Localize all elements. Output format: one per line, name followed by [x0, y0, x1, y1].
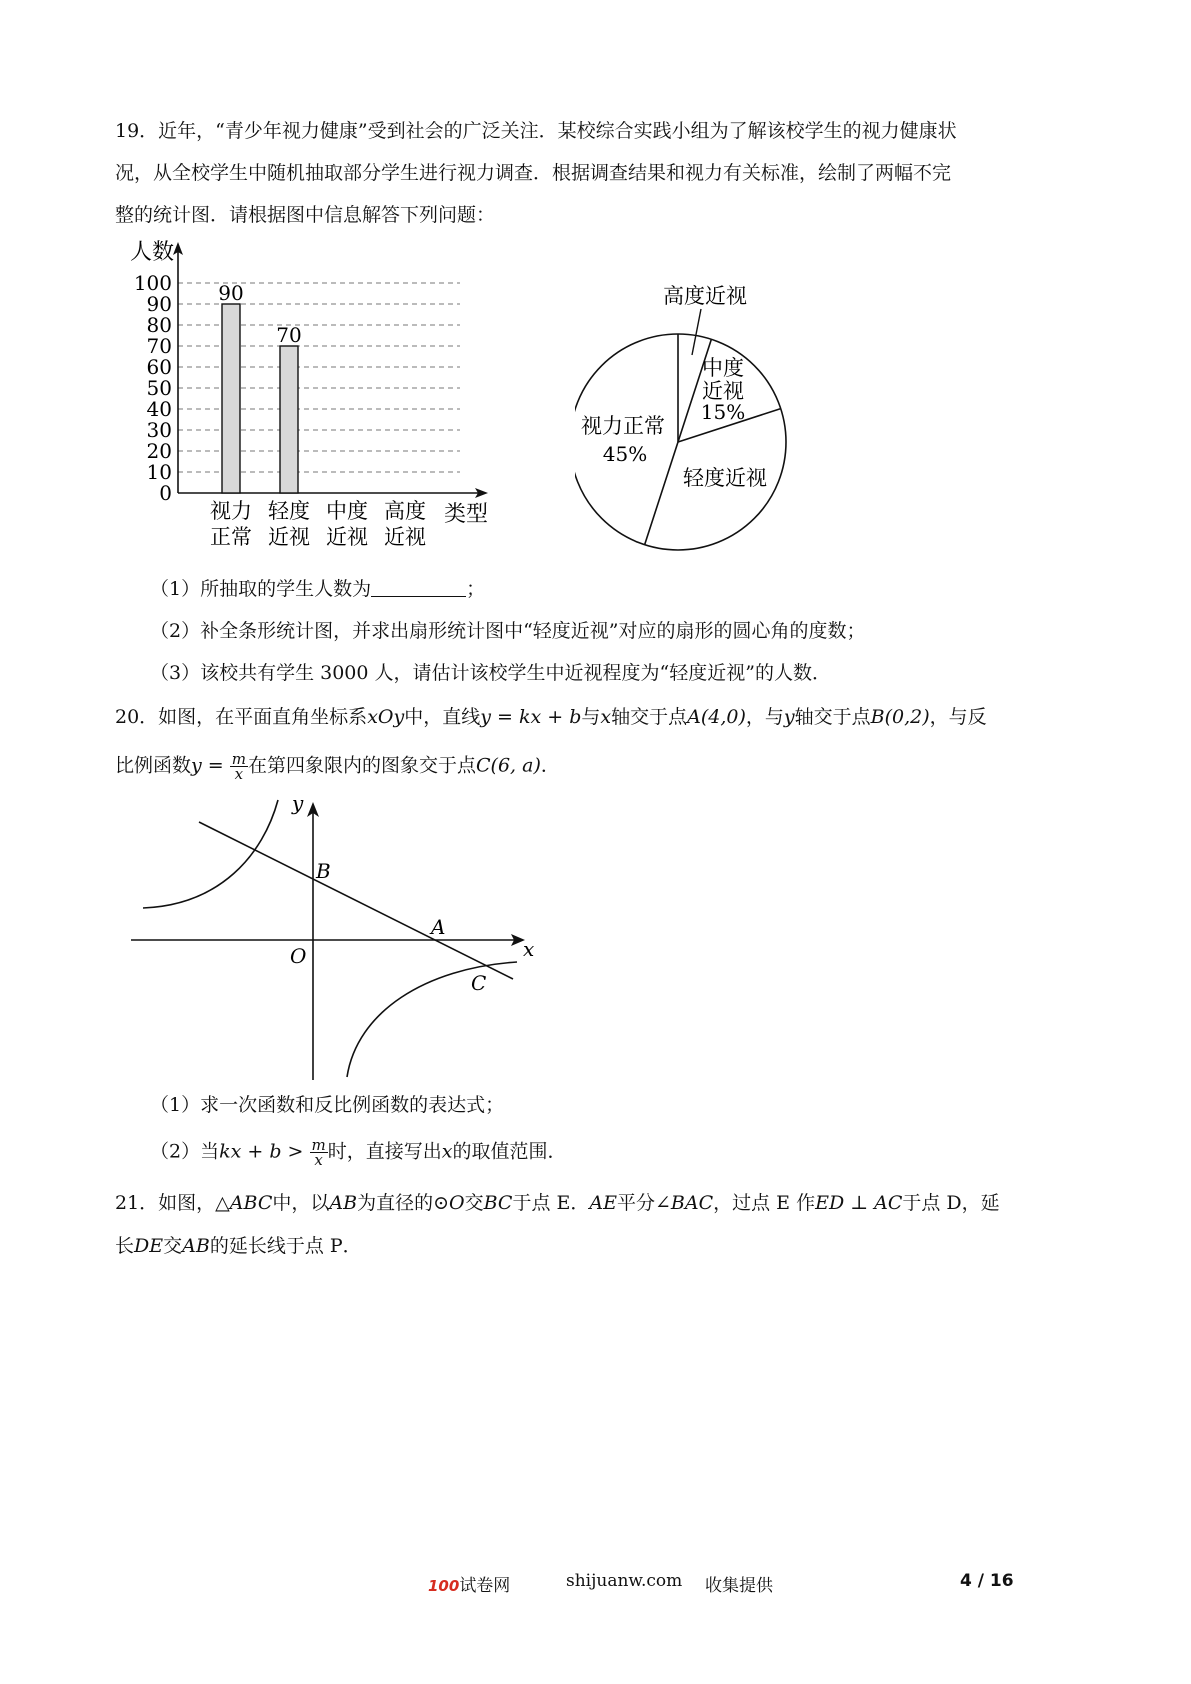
q20-t6: 轴交于点 — [794, 706, 871, 728]
q20-sub-2 — [150, 1138, 566, 1167]
q19-sub-1 — [150, 576, 485, 602]
q20-t10: ． — [540, 754, 560, 777]
q20-m5: y — [783, 706, 795, 728]
footer-url[interactable]: shijuanw.com — [566, 1571, 683, 1591]
y-tick-label-40: 40 — [146, 397, 172, 421]
bar-x-axis-title: 类型 — [444, 502, 489, 527]
q20-m8: C(6, a) — [476, 754, 541, 777]
q20-t9: 在第四象限内的图象交于点 — [248, 754, 477, 777]
category-label-3-line2: 近视 — [384, 525, 426, 549]
site-name: 试卷网 — [459, 1576, 511, 1596]
q21-t11: 的延长线于点 P． — [209, 1235, 362, 1257]
coordinate-graph — [125, 790, 545, 1085]
category-label-2-line1: 中度 — [326, 499, 368, 523]
label-o: O — [290, 944, 307, 968]
q21-m7: ED ⊥ AC — [815, 1192, 903, 1214]
y-tick-label-70: 70 — [146, 334, 172, 358]
q21-line-2 — [115, 1233, 362, 1259]
label-a: A — [431, 915, 446, 939]
q20-s2-t1: （2）当 — [150, 1140, 220, 1163]
label-y: y — [292, 791, 304, 815]
q19-sub-3: （3）该校共有学生 3000 人，请估计该校学生中近视程度为“轻度近视”的人数． — [150, 662, 831, 684]
pie-label-high: 高度近视 — [663, 284, 747, 308]
bar-y-axis-title: 人数 — [130, 240, 175, 265]
q20-m1: xOy — [367, 706, 405, 728]
q21-m3: O — [449, 1192, 465, 1214]
answer-blank — [371, 578, 466, 597]
q21-t5: 于点 E． — [512, 1192, 590, 1214]
q21-t10: 交 — [163, 1235, 183, 1257]
frac-denominator: x — [234, 765, 244, 783]
category-label-1-line2: 近视 — [268, 525, 310, 549]
q20-t4: 轴交于点 — [611, 706, 688, 728]
y-tick-label-10: 10 — [146, 460, 172, 484]
bar-data-label-0: 90 — [218, 281, 244, 305]
q21-m2: AB — [329, 1192, 358, 1214]
q21-t3: 为直径的⊙ — [357, 1192, 449, 1214]
y-tick-label-60: 60 — [146, 355, 172, 379]
q20-t1: 20．如图，在平面直角坐标系 — [115, 706, 368, 728]
q20-t7: ，与反 — [929, 706, 987, 728]
q20-m3: x — [600, 706, 612, 728]
pie-label-moderate-line1: 中度 — [702, 356, 744, 380]
fraction-m-over-x-2 — [310, 1138, 328, 1167]
q19-line-2: 况，从全校学生中随机抽取部分学生进行视力调查．根据调查结果和视力有关标准，绘制了两幅不完 — [115, 162, 952, 184]
q20-t2: 中，直线 — [404, 706, 481, 728]
bar-data-label-1: 70 — [276, 323, 302, 347]
hyperbola-branch-lower — [347, 962, 517, 1077]
frac-numerator: m — [231, 750, 246, 768]
category-label-0-line1: 视力 — [210, 499, 252, 523]
q20-m7: y = — [191, 754, 224, 777]
page-number: 4 / 16 — [960, 1571, 1014, 1591]
pie-label-mild: 轻度近视 — [683, 466, 767, 490]
q19-sub-2: （2）补全条形统计图，并求出扇形统计图中“轻度近视”对应的扇形的圆心角的度数； — [150, 620, 866, 642]
category-label-2-line2: 近视 — [326, 525, 368, 549]
frac2-numerator: m — [311, 1136, 326, 1154]
footer-note: 收集提供 — [705, 1576, 773, 1596]
label-x: x — [523, 937, 535, 961]
bar-1 — [280, 346, 298, 493]
pie-label-normal-percent: 45% — [602, 442, 648, 466]
q20-s2-m2: x — [441, 1140, 453, 1163]
q21-m6: BAC — [670, 1192, 714, 1214]
y-tick-label-0: 0 — [159, 481, 172, 505]
label-c: C — [471, 971, 487, 995]
q19-sub-1-end: ； — [466, 578, 486, 600]
q20-s2-m1: kx + b > — [219, 1140, 304, 1163]
q21-m1: ABC — [229, 1192, 273, 1214]
bar-chart — [130, 236, 510, 556]
q19-line-1: 19．近年，“青少年视力健康”受到社会的广泛关注．某校综合实践小组为了解该校学生的视力健康状 — [115, 120, 957, 142]
q21-m5: AE — [589, 1192, 617, 1214]
pie-label-normal: 视力正常 — [581, 414, 665, 438]
q21-t6: 平分∠ — [616, 1192, 671, 1214]
category-label-0-line2: 正常 — [210, 525, 252, 549]
q21-line-1 — [115, 1190, 1000, 1216]
y-tick-label-80: 80 — [146, 313, 172, 337]
q21-t4: 交 — [464, 1192, 484, 1214]
label-b: B — [316, 859, 331, 883]
y-tick-label-100: 100 — [133, 271, 172, 295]
q21-m9: AB — [182, 1235, 210, 1257]
q20-m2: y = kx + b — [480, 706, 582, 728]
q21-m8: DE — [134, 1235, 164, 1257]
pie-label-moderate-percent: 15% — [700, 400, 746, 424]
hyperbola-branch-upper — [143, 800, 278, 908]
category-label-3-line1: 高度 — [384, 499, 426, 523]
pie-label-moderate-line2: 近视 — [702, 379, 744, 403]
q19-sub-1-text: （1）所抽取的学生人数为 — [150, 578, 372, 600]
y-tick-label-90: 90 — [146, 292, 172, 316]
fraction-m-over-x — [230, 752, 248, 781]
pie-chart — [575, 275, 815, 565]
q20-line-1 — [115, 704, 987, 730]
q20-m4: A(4,0) — [687, 706, 746, 728]
footer-brand — [428, 1571, 510, 1596]
q19-line-3: 整的统计图．请根据图中信息解答下列问题： — [115, 204, 496, 226]
category-label-1-line1: 轻度 — [268, 499, 310, 523]
q21-t8: 于点 D，延 — [902, 1192, 1000, 1214]
site-logo: 100 — [428, 1577, 460, 1595]
q21-t2: 中，以 — [272, 1192, 330, 1214]
y-tick-label-50: 50 — [146, 376, 172, 400]
y-tick-label-20: 20 — [146, 439, 172, 463]
q20-s2-t3: 的取值范围． — [452, 1140, 567, 1163]
q20-s2-t2: 时，直接写出 — [327, 1140, 442, 1163]
q20-t3: 与 — [581, 706, 601, 728]
q21-t1: 21．如图，△ — [115, 1192, 230, 1214]
y-tick-label-30: 30 — [146, 418, 172, 442]
line-ab — [199, 822, 513, 979]
q21-m4: BC — [483, 1192, 513, 1214]
q20-m6: B(0,2) — [870, 706, 930, 728]
bar-0 — [222, 304, 240, 493]
frac2-denominator: x — [314, 1151, 323, 1169]
q20-t8: 比例函数 — [115, 754, 192, 777]
q20-t5: ，与 — [745, 706, 784, 728]
q21-t9: 长 — [115, 1235, 135, 1257]
q21-t7: ，过点 E 作 — [713, 1192, 816, 1214]
q20-line-2 — [115, 752, 560, 781]
q20-sub-1: （1）求一次函数和反比例函数的表达式； — [150, 1094, 505, 1116]
